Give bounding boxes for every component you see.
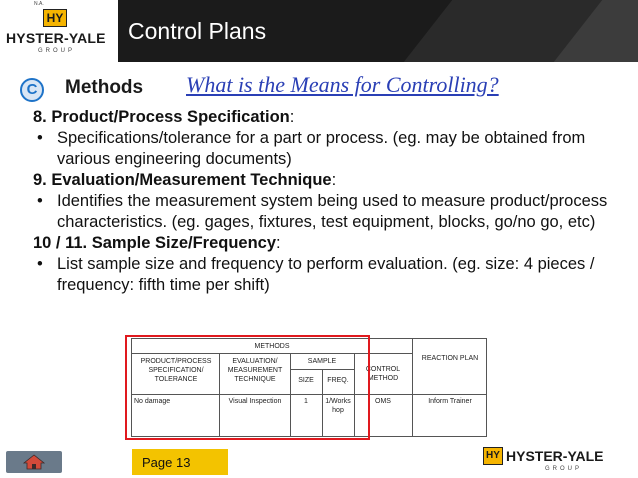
- item-bullet-10: • List sample size and frequency to perform evaluation. (eg. size: 4 pieces / frequency: fifth time per shift): [37, 255, 595, 294]
- item-heading-8: 8. Product/Process Specification:: [33, 108, 295, 126]
- table-cell-size: 1: [304, 398, 308, 405]
- highlight-box: [125, 335, 370, 440]
- table-cell-freq: 1/Works hop: [325, 398, 351, 414]
- column-header-spec: PRODUCT/PROCESS SPECIFICATION/ TOLERANCE: [140, 358, 212, 383]
- footer-logo-mark-icon: HY: [483, 447, 503, 465]
- column-header-control: CONTROL METHOD: [365, 366, 401, 382]
- table-divider: [412, 339, 413, 437]
- home-button[interactable]: [6, 451, 62, 473]
- column-header-eval: EVALUATION/ MEASUREMENT TECHNIQUE: [227, 358, 283, 383]
- table-cell-spec: No damage: [134, 398, 171, 405]
- column-header-size: SIZE: [298, 377, 314, 384]
- table-cell-reaction: Inform Trainer: [428, 398, 472, 405]
- logo-group-text: GROUP: [38, 48, 76, 54]
- page-number-box: [132, 449, 228, 475]
- home-icon: [23, 454, 45, 470]
- slide-title: Control Plans: [128, 18, 267, 44]
- section-question: What is the Means for Controlling?: [186, 72, 499, 97]
- title-band: [118, 0, 638, 62]
- item-bullet-9: • Identifies the measurement system being used to measure product/process characteristics. (eg. gages, fixtures, test equipment, blocks, go/no go, etc): [37, 192, 608, 231]
- column-header-reaction: REACTION PLAN: [421, 355, 479, 362]
- table-cell-eval: Visual Inspection: [228, 398, 282, 405]
- table-group-header: METHODS: [254, 343, 290, 350]
- footer-logo-wordmark: HYSTER-YALE: [506, 448, 604, 464]
- section-badge-icon: C: [20, 78, 44, 102]
- slide-header: [0, 0, 638, 62]
- page-number: Page 13: [142, 455, 191, 470]
- item-heading-10: 10 / 11. Sample Size/Frequency:: [33, 234, 281, 252]
- column-header-sample: SAMPLE: [307, 358, 337, 365]
- hyster-yale-logo: [0, 0, 118, 62]
- item-bullet-8: • Specifications/tolerance for a part or process. (eg. may be obtained from various engineering documents): [37, 129, 586, 168]
- section-label: Methods: [65, 77, 144, 98]
- column-header-freq: FREQ.: [327, 377, 349, 384]
- logo-mark-icon: HY: [43, 9, 67, 27]
- logo-na-text: N.A.: [34, 1, 44, 7]
- logo-wordmark: HYSTER-YALE: [6, 30, 106, 46]
- table-cell-control: OMS: [375, 398, 391, 405]
- item-heading-9: 9. Evaluation/Measurement Technique:: [33, 171, 337, 189]
- footer-logo-group: GROUP: [545, 466, 583, 472]
- slide-body: [33, 107, 628, 296]
- footer-logo: [483, 447, 633, 477]
